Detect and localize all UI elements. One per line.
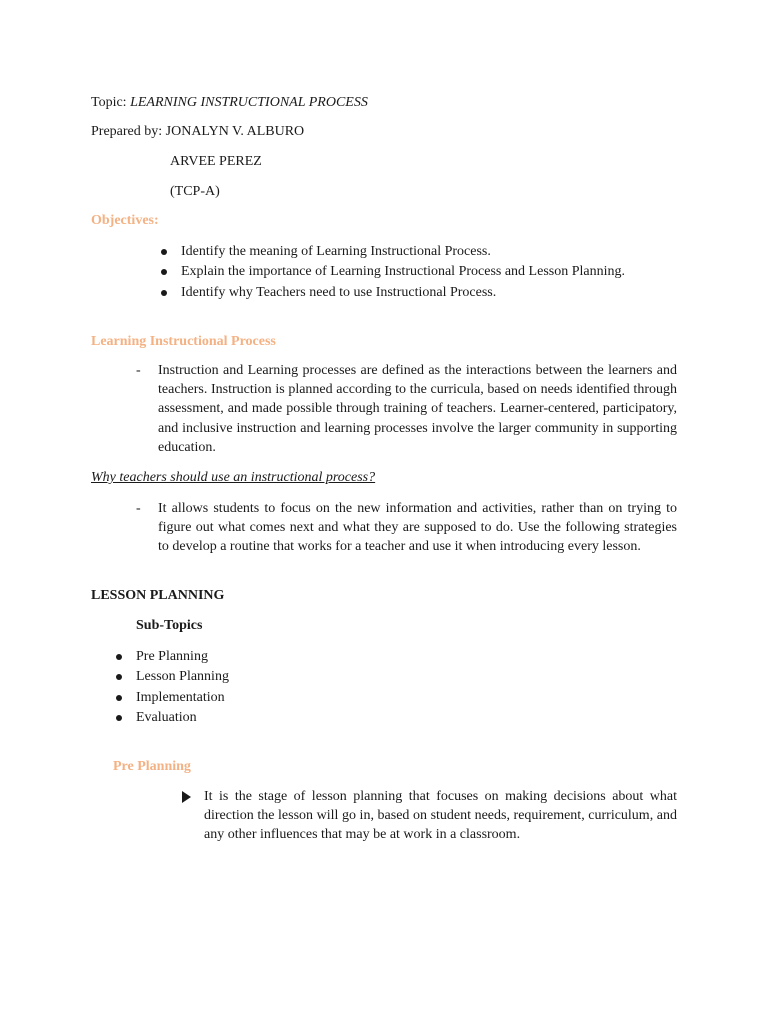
bullet-icon [116, 715, 122, 721]
pre-planning-paragraph: It is the stage of lesson planning that focuses on making decisions about what direction the lesson will go in, based on student needs, requirement, curriculum, and any other influences that may be at work in a classroom. [204, 789, 677, 843]
pre-planning-heading: Pre Planning [113, 759, 191, 774]
topic-value: LEARNING INSTRUCTIONAL PROCESS [130, 95, 368, 110]
bullet-icon [116, 654, 122, 660]
list-item: Identify the meaning of Learning Instructional Process. [181, 242, 625, 262]
bullet-icon [116, 695, 122, 701]
why-paragraph: It allows students to focus on the new information and activities, rather than on trying to figure out what comes next and what they are supposed to do. Use the following strategies to develop a routine that works for a teacher and use it when introducing every lesson. [158, 501, 677, 555]
prepared-by-line [91, 123, 304, 141]
list-item: Identify why Teachers need to use Instructional Process. [181, 283, 625, 303]
why-heading: Why teachers should use an instructional process? [91, 470, 376, 485]
author-2: ARVEE PEREZ [170, 154, 262, 169]
topic-label: Topic: [91, 95, 127, 110]
bullet-icon [161, 269, 167, 275]
bullet-icon [161, 290, 167, 296]
objectives-heading: Objectives: [91, 213, 159, 228]
bullet-icon [116, 674, 122, 680]
list-item: Lesson Planning [136, 667, 229, 687]
arrow-bullet-icon [182, 791, 191, 803]
dash-marker: - [136, 501, 141, 516]
lesson-planning-heading: LESSON PLANNING [91, 588, 225, 603]
list-item: Explain the importance of Learning Instructional Process and Lesson Planning. [181, 262, 625, 282]
lip-heading: Learning Instructional Process [91, 334, 276, 349]
prepared-label: Prepared by: [91, 124, 163, 139]
topic-line [91, 94, 368, 112]
objectives-list [181, 242, 625, 303]
list-item: Evaluation [136, 708, 229, 728]
list-item: Pre Planning [136, 647, 229, 667]
list-item: Implementation [136, 688, 229, 708]
dash-marker: - [136, 363, 141, 378]
bullet-icon [161, 249, 167, 255]
author-1: JONALYN V. ALBURO [165, 124, 305, 139]
lip-paragraph: Instruction and Learning processes are defined as the interactions between the learners and teachers. Instruction is planned according to the curricula, based on needs identified through assessment, and made possible through training of teachers. Learner-centered, participatory, and inclusive instruction and learning processes involve the larger community in supporting education. [158, 363, 677, 455]
group-label: (TCP-A) [170, 184, 220, 199]
sub-topics-list [136, 647, 229, 729]
sub-topics-heading: Sub-Topics [136, 618, 203, 633]
